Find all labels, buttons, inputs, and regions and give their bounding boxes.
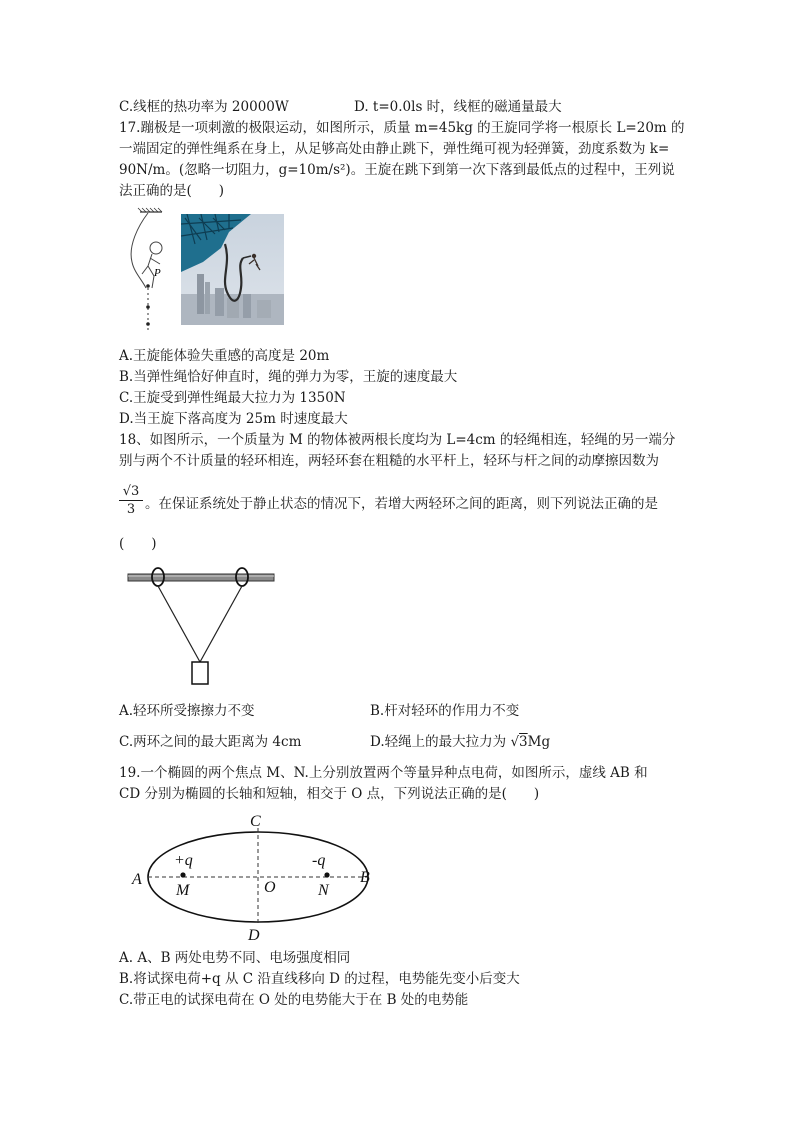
q18-option-d (370, 732, 550, 752)
q19-label-c: C (250, 813, 261, 830)
q18-fraction-numerator: √3 (119, 484, 143, 501)
q16-option-c: C.线框的热功率为 20000W (119, 99, 289, 115)
q17-label-p: P (154, 267, 161, 279)
q19-stem-line1: 19.一个椭圆的两个焦点 M、N.上分别放置两个等量异种点电荷，如图所示，虚线 AB 和 (119, 765, 648, 781)
q17-bungee-sketch (118, 206, 180, 340)
q18-option-a: A.轻环所受擦擦力不变 (119, 703, 255, 719)
q19-stem-line2: CD 分别为椭圆的长轴和短轴，相交于 O 点，下列说法正确的是( ) (119, 786, 540, 802)
q19-label-a: A (132, 871, 142, 888)
q18-friction-fraction (119, 484, 143, 517)
q18-option-d-radical: √3 (510, 734, 528, 750)
q16-option-d: D. t=0.0ls 时，线框的磁通量最大 (354, 99, 562, 115)
q17-stem-line4: 法正确的是( ) (119, 183, 225, 199)
q18-stem-line3: 。在保证系统处于静止状态的情况下，若增大两轻环之间的距离，则下列说法正确的是 (145, 496, 658, 512)
q19-label-minus-q: -q (312, 852, 326, 869)
q19-label-b: B (360, 869, 370, 886)
q17-option-d: D.当王旋下落高度为 25m 时速度最大 (119, 411, 348, 427)
q18-option-d-radicand: 3 (519, 734, 528, 750)
q18-stem-line4: ( ) (119, 536, 157, 552)
q17-stem-line3: 90N/m。(忽略一切阻力，g=10m/s²)。王旋在跳下到第一次下落到最低点的过程中，王列说 (119, 162, 675, 178)
q17-stem-line1: 17.蹦极是一项刺激的极限运动，如图所示，质量 m=45kg 的王旋同学将一根原长 L=20m 的 (119, 120, 685, 136)
q17-bungee-photo-art (181, 214, 284, 325)
q17-option-b: B.当弹性绳恰好伸直时，绳的弹力为零，王旋的速度最大 (119, 369, 458, 385)
q19-label-plus-q: +q (174, 852, 193, 869)
q18-rod-rings-figure (124, 564, 280, 690)
q19-label-n: N (318, 882, 329, 899)
q18-stem-line2: 别与两个不计质量的轻环相连，两轻环套在粗糙的水平杆上，轻环与杆之间的动摩擦因数为 (119, 453, 659, 469)
q17-bungee-photo (181, 214, 284, 325)
q17-option-a: A.王旋能体验失重感的高度是 20m (119, 348, 330, 364)
q19-ellipse-figure (128, 806, 382, 946)
q19-option-b: B.将试探电荷+q 从 C 沿直线移向 D 的过程，电势能先变小后变大 (119, 971, 520, 987)
q19-label-m: M (176, 882, 190, 899)
q18-stem-line1: 18、如图所示，一个质量为 M 的物体被两根长度均为 L=4cm 的轻绳相连，轻绳的另一端分 (119, 432, 676, 448)
q18-fraction-denominator: 3 (126, 502, 136, 517)
q19-option-c: C.带正电的试探电荷在 O 处的电势能大于在 B 处的电势能 (119, 992, 469, 1008)
q17-stem-line2: 一端固定的弹性绳系在身上，从足够高处由静止跳下，弹性绳可视为轻弹簧，劲度系数为 k= (119, 141, 670, 157)
q18-option-c: C.两环之间的最大距离为 4cm (119, 734, 302, 750)
q18-option-d-prefix: D.轻绳上的最大拉力为 (370, 734, 511, 750)
q19-option-a: A. A、B 两处电势不同、电场强度相同 (119, 950, 351, 966)
q18-option-b: B.杆对轻环的作用力不变 (370, 703, 520, 719)
q18-option-d-suffix: Mg (527, 734, 551, 750)
q19-label-d: D (248, 927, 260, 944)
q17-option-c: C.王旋受到弹性绳最大拉力为 1350N (119, 390, 346, 406)
q19-label-o: O (264, 879, 276, 896)
